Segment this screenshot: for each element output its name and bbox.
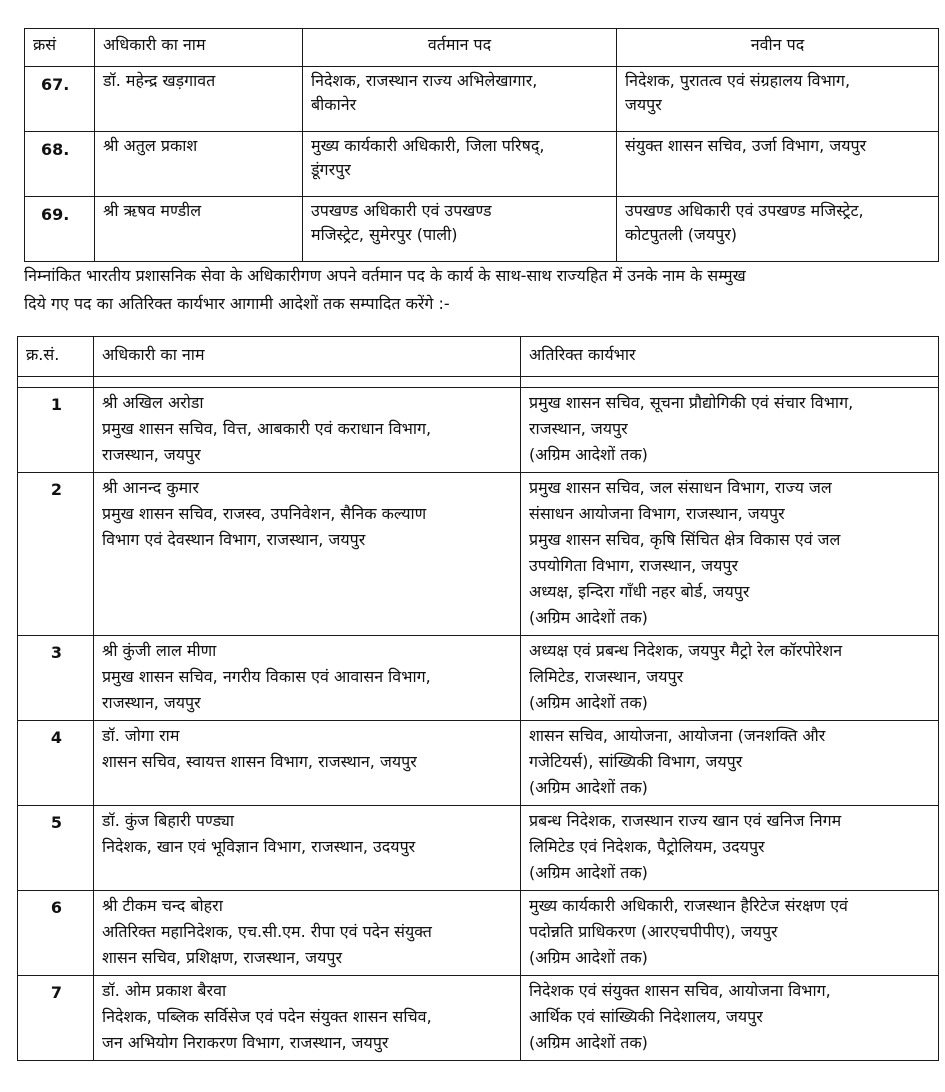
header-serial: क्रसं xyxy=(25,29,95,67)
serial-number: 67. xyxy=(25,67,95,132)
additional-charge: प्रबन्ध निदेशक, राजस्थान राज्य खान एवं खनिज निगम लिमिटेड एवं निदेशक, पैट्रोलियम, उदयपुर (अग्रिम आदेशों तक) xyxy=(521,806,939,891)
table-row xyxy=(18,976,939,1061)
new-post: उपखण्ड अधिकारी एवं उपखण्ड मजिस्ट्रेट, कोटपुतली (जयपुर) xyxy=(617,197,939,262)
header-additional-charge: अतिरिक्त कार्यभार xyxy=(521,337,939,377)
header-spacer-row xyxy=(18,377,939,388)
table-row xyxy=(18,806,939,891)
officer-details: डॉ. कुंज बिहारी पण्ड्या निदेशक, खान एवं भूविज्ञान विभाग, राजस्थान, उदयपुर xyxy=(94,806,521,891)
table-row xyxy=(18,721,939,806)
current-post: उपखण्ड अधिकारी एवं उपखण्ड मजिस्ट्रेट, सुमेरपुर (पाली) xyxy=(303,197,617,262)
transfer-table-header xyxy=(25,29,939,67)
officer-details: डॉ. जोगा राम शासन सचिव, स्वायत्त शासन विभाग, राजस्थान, जयपुर xyxy=(94,721,521,806)
serial-number: 5 xyxy=(18,806,94,891)
transfer-table xyxy=(24,28,939,262)
table-row xyxy=(18,891,939,976)
new-post: निदेशक, पुरातत्व एवं संग्रहालय विभाग, जयपुर xyxy=(617,67,939,132)
additional-charge: प्रमुख शासन सचिव, जल संसाधन विभाग, राज्य जल संसाधन आयोजना विभाग, राजस्थान, जयपुर प्रमुख शासन सचिव, कृषि सिंचित क्षेत्र विकास एवं जल उपयोगिता विभाग, राजस्थान, जयपुर अध्यक्ष, इन्दिरा गाँधी नहर बोर्ड, जयपुर (अग्रिम आदेशों तक) xyxy=(521,473,939,636)
table-row xyxy=(25,67,939,132)
serial-number: 3 xyxy=(18,636,94,721)
new-post: संयुक्त शासन सचिव, उर्जा विभाग, जयपुर xyxy=(617,132,939,197)
additional-charge: अध्यक्ष एवं प्रबन्ध निदेशक, जयपुर मैट्रो रेल कॉरपोरेशन लिमिटेड, राजस्थान, जयपुर (अग्रिम आदेशों तक) xyxy=(521,636,939,721)
header-officer-name: अधिकारी का नाम xyxy=(95,29,303,67)
header-new-post: नवीन पद xyxy=(617,29,939,67)
table-row xyxy=(25,197,939,262)
table-row xyxy=(18,473,939,636)
officer-details: श्री टीकम चन्द बोहरा अतिरिक्त महानिदेशक, एच.सी.एम. रीपा एवं पदेन संयुक्त शासन सचिव, प्रशिक्षण, राजस्थान, जयपुर xyxy=(94,891,521,976)
officer-details: डॉ. ओम प्रकाश बैरवा निदेशक, पब्लिक सर्विसेज एवं पदेन संयुक्त शासन सचिव, जन अभियोग निराकरण विभाग, राजस्थान, जयपुर xyxy=(94,976,521,1061)
serial-number: 68. xyxy=(25,132,95,197)
header-current-post: वर्तमान पद xyxy=(303,29,617,67)
serial-number: 69. xyxy=(25,197,95,262)
order-paragraph: निम्नांकित भारतीय प्रशासनिक सेवा के अधिकारीगण अपने वर्तमान पद के कार्य के साथ-साथ राज्यहित में उनके नाम के सम्मुख दिये गए पद का अतिरिक्त कार्यभार आगामी आदेशों तक सम्पादित करेंगे :- xyxy=(24,266,746,313)
table-row xyxy=(18,388,939,473)
current-post: निदेशक, राजस्थान राज्य अभिलेखागार, बीकानेर xyxy=(303,67,617,132)
officer-name: डॉ. महेन्द्र खड़गावत xyxy=(95,67,303,132)
additional-charge: प्रमुख शासन सचिव, सूचना प्रौद्योगिकी एवं संचार विभाग, राजस्थान, जयपुर (अग्रिम आदेशों तक) xyxy=(521,388,939,473)
serial-number: 6 xyxy=(18,891,94,976)
table-row xyxy=(25,132,939,197)
officer-name: श्री अतुल प्रकाश xyxy=(95,132,303,197)
officer-details: श्री आनन्द कुमार प्रमुख शासन सचिव, राजस्व, उपनिवेशन, सैनिक कल्याण विभाग एवं देवस्थान विभाग, राजस्थान, जयपुर xyxy=(94,473,521,636)
officer-details: श्री अखिल अरोडा प्रमुख शासन सचिव, वित्त, आबकारी एवं कराधान विभाग, राजस्थान, जयपुर xyxy=(94,388,521,473)
additional-charge: शासन सचिव, आयोजना, आयोजना (जनशक्ति और गजेटियर्स), सांख्यिकी विभाग, जयपुर (अग्रिम आदेशों तक) xyxy=(521,721,939,806)
officer-name: श्री ऋषव मण्डील xyxy=(95,197,303,262)
serial-number: 7 xyxy=(18,976,94,1061)
serial-number: 1 xyxy=(18,388,94,473)
additional-charge: मुख्य कार्यकारी अधिकारी, राजस्थान हैरिटेज संरक्षण एवं पदोन्नति प्राधिकरण (आरएचपीपीए), जयपुर (अग्रिम आदेशों तक) xyxy=(521,891,939,976)
additional-charge-table xyxy=(17,336,939,1061)
table-row xyxy=(18,636,939,721)
header-officer-name: अधिकारी का नाम xyxy=(94,337,521,377)
current-post: मुख्य कार्यकारी अधिकारी, जिला परिषद्, डूंगरपुर xyxy=(303,132,617,197)
header-serial: क्र.सं. xyxy=(18,337,94,377)
serial-number: 2 xyxy=(18,473,94,636)
officer-details: श्री कुंजी लाल मीणा प्रमुख शासन सचिव, नगरीय विकास एवं आवासन विभाग, राजस्थान, जयपुर xyxy=(94,636,521,721)
additional-charge-header xyxy=(18,337,939,377)
serial-number: 4 xyxy=(18,721,94,806)
additional-charge: निदेशक एवं संयुक्त शासन सचिव, आयोजना विभाग, आर्थिक एवं सांख्यिकी निदेशालय, जयपुर (अग्रिम आदेशों तक) xyxy=(521,976,939,1061)
